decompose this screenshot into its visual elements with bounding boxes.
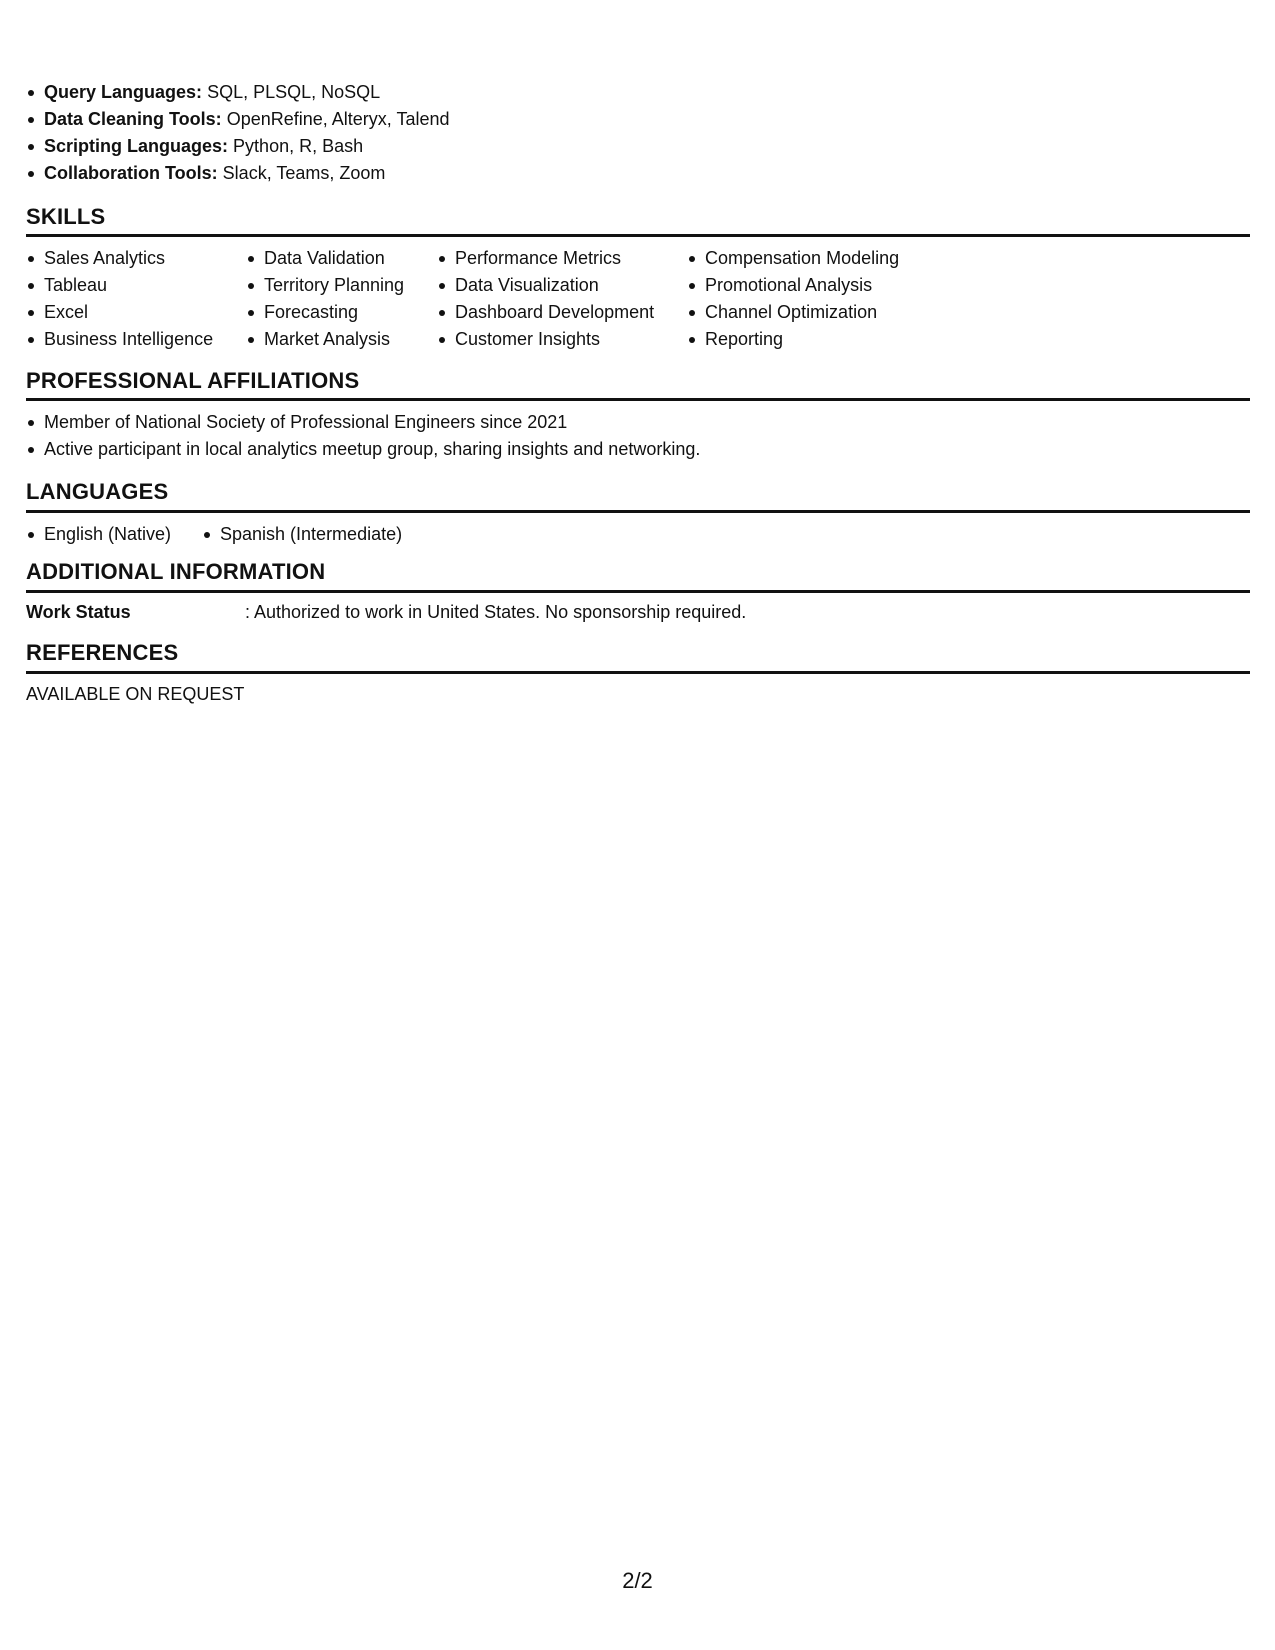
language-item: Spanish (Intermediate) <box>202 521 402 548</box>
technical-tools-list <box>26 79 450 187</box>
skills-heading: SKILLS <box>26 204 106 229</box>
references-heading: REFERENCES <box>26 640 179 665</box>
tech-item <box>26 133 450 160</box>
languages-list <box>26 521 626 548</box>
tech-item <box>26 160 450 187</box>
additional-info-heading: ADDITIONAL INFORMATION <box>26 559 326 584</box>
tech-item-value: Python, R, Bash <box>233 136 364 156</box>
skill-item: Data Visualization <box>437 272 654 299</box>
skill-item: Reporting <box>687 326 899 353</box>
skill-item: Data Validation <box>246 245 404 272</box>
affiliations-list <box>26 409 700 463</box>
skill-item: Business Intelligence <box>26 326 213 353</box>
languages-heading: LANGUAGES <box>26 479 169 504</box>
skill-item: Performance Metrics <box>437 245 654 272</box>
skill-item: Channel Optimization <box>687 299 899 326</box>
affiliations-divider <box>26 398 1250 401</box>
skill-item: Excel <box>26 299 213 326</box>
affiliation-item: Active participant in local analytics meetup group, sharing insights and networking. <box>26 436 700 463</box>
skills-divider <box>26 234 1250 237</box>
tech-item-label: Data Cleaning Tools: <box>44 109 222 129</box>
tech-item-value: SQL, PLSQL, NoSQL <box>207 82 381 102</box>
skills-column <box>26 245 213 353</box>
skill-item: Tableau <box>26 272 213 299</box>
skill-item: Sales Analytics <box>26 245 213 272</box>
tech-item <box>26 79 450 106</box>
affiliations-heading: PROFESSIONAL AFFILIATIONS <box>26 368 360 393</box>
affiliation-item: Member of National Society of Professional Engineers since 2021 <box>26 409 700 436</box>
tech-item-label: Collaboration Tools: <box>44 163 218 183</box>
skill-item: Dashboard Development <box>437 299 654 326</box>
work-status-value: : Authorized to work in United States. No sponsorship required. <box>245 602 747 622</box>
language-item: English (Native) <box>26 521 171 548</box>
languages-divider <box>26 510 1250 513</box>
skills-column <box>687 245 899 353</box>
skill-item: Market Analysis <box>246 326 404 353</box>
skills-column <box>437 245 654 353</box>
tech-item-value: OpenRefine, Alteryx, Talend <box>226 109 450 129</box>
tech-item <box>26 106 450 133</box>
skill-item: Territory Planning <box>246 272 404 299</box>
skill-item: Promotional Analysis <box>687 272 899 299</box>
work-status-label: Work Status <box>26 602 131 622</box>
tech-item-value: Slack, Teams, Zoom <box>222 163 386 183</box>
additional-info-divider <box>26 590 1250 593</box>
page-number: 2/2 <box>622 1568 653 1593</box>
tech-item-label: Query Languages: <box>44 82 203 102</box>
references-text: AVAILABLE ON REQUEST <box>26 684 245 704</box>
skill-item: Customer Insights <box>437 326 654 353</box>
skill-item: Compensation Modeling <box>687 245 899 272</box>
skills-column <box>246 245 404 353</box>
references-divider <box>26 671 1250 674</box>
skill-item: Forecasting <box>246 299 404 326</box>
tech-item-label: Scripting Languages: <box>44 136 229 156</box>
